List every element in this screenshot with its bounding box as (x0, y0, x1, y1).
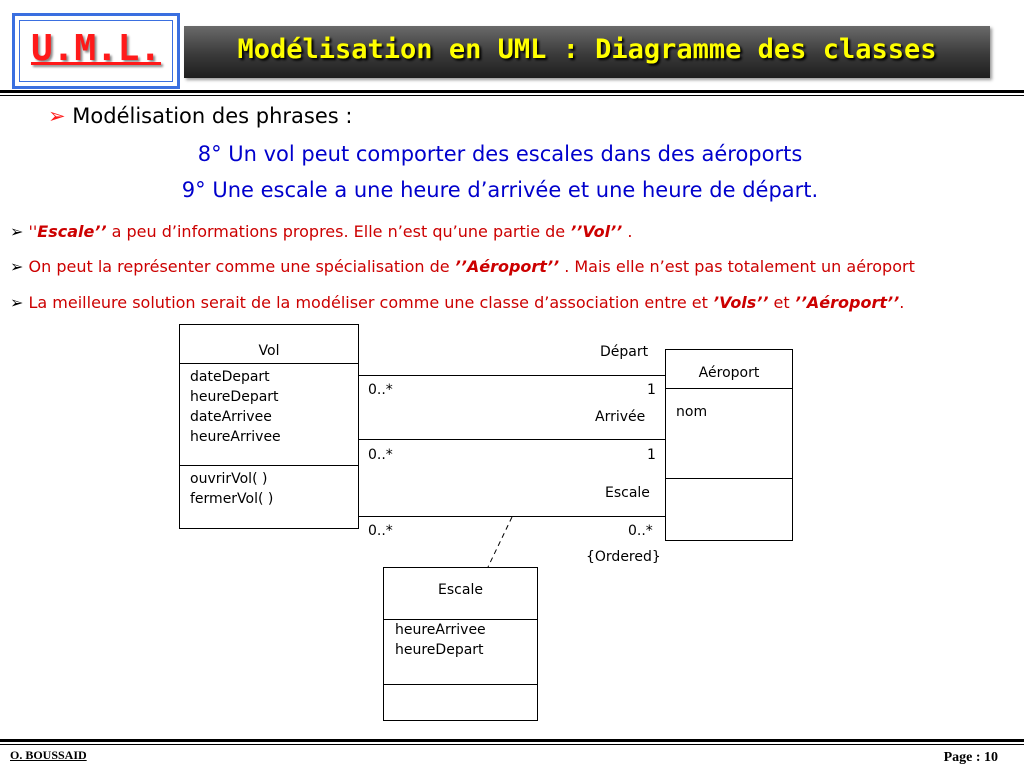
arrow-bullet-icon: ➢ (48, 104, 66, 128)
point-1-term2: ’’Vol’’ (570, 222, 623, 241)
arrow-bullet-icon: ➢ (10, 293, 24, 312)
point-1-open-quote: '' (28, 222, 38, 241)
page-number: Page : 10 (943, 750, 998, 765)
role-escale: Escale (605, 485, 650, 501)
class-escale-name: Escale (438, 582, 483, 598)
class-vol-attribute: heureArrivee (190, 429, 281, 445)
class-vol-name: Vol (258, 343, 280, 359)
point-2-term: ’’Aéroport’’ (454, 257, 560, 276)
mult-arrivee-right: 1 (647, 447, 656, 463)
point-1-text: a peu d’informations propres. Elle n’est qu’une partie de (106, 222, 571, 241)
class-vol-operation: fermerVol( ) (190, 491, 274, 507)
point-2-end: . Mais elle n’est pas totalement un aéroport (559, 257, 915, 276)
logo-text: U.M.L. (30, 28, 162, 69)
point-1-end: . (622, 222, 633, 241)
point-3-term: ’Vols’’ (713, 293, 769, 312)
class-escale-attribute: heureDepart (395, 642, 484, 658)
class-vol-operation: ouvrirVol( ) (190, 471, 268, 487)
phrase-9: 9° Une escale a une heure d’arrivée et une heure de départ. (181, 178, 819, 202)
footer-rule (0, 739, 1024, 742)
page-title: Modélisation en UML : Diagramme des classes (237, 34, 937, 65)
class-escale-attribute: heureArrivee (395, 622, 486, 638)
point-3-mid: et (768, 293, 795, 312)
point-3-end: . (899, 293, 905, 312)
class-vol-attribute: dateArrivee (190, 409, 272, 425)
point-3-text: La meilleure solution serait de la modéliser comme une classe d’association entre et (28, 293, 714, 312)
main-bullet-text: Modélisation des phrases : (72, 104, 353, 128)
mult-depart-left: 0..* (368, 382, 393, 398)
mult-escale-right: 0..* (628, 523, 653, 539)
role-depart: Départ (600, 344, 649, 360)
association-class-dashed-line (488, 517, 512, 567)
role-arrivee: Arrivée (595, 409, 646, 425)
arrow-bullet-icon: ➢ (10, 222, 24, 241)
phrase-8: 8° Un vol peut comporter des escales dans des aéroports (197, 142, 803, 166)
mult-depart-right: 1 (647, 382, 656, 398)
class-vol-attribute: heureDepart (190, 389, 279, 405)
point-2-text: On peut la représenter comme une spécialisation de (28, 257, 455, 276)
point-1-term: Escale’’ (37, 222, 107, 241)
arrow-bullet-icon: ➢ (10, 257, 24, 276)
class-aeroport-name: Aéroport (698, 365, 760, 381)
class-aeroport-attribute: nom (676, 404, 708, 420)
footer-rule-thin (0, 744, 1024, 745)
point-3-term2: ’’Aéroport’’ (794, 293, 900, 312)
author: O. BOUSSAID (10, 748, 87, 762)
mult-arrivee-left: 0..* (368, 447, 393, 463)
class-vol-attribute: dateDepart (190, 369, 270, 385)
mult-escale-left: 0..* (368, 523, 393, 539)
constraint-ordered: {Ordered} (586, 549, 661, 565)
